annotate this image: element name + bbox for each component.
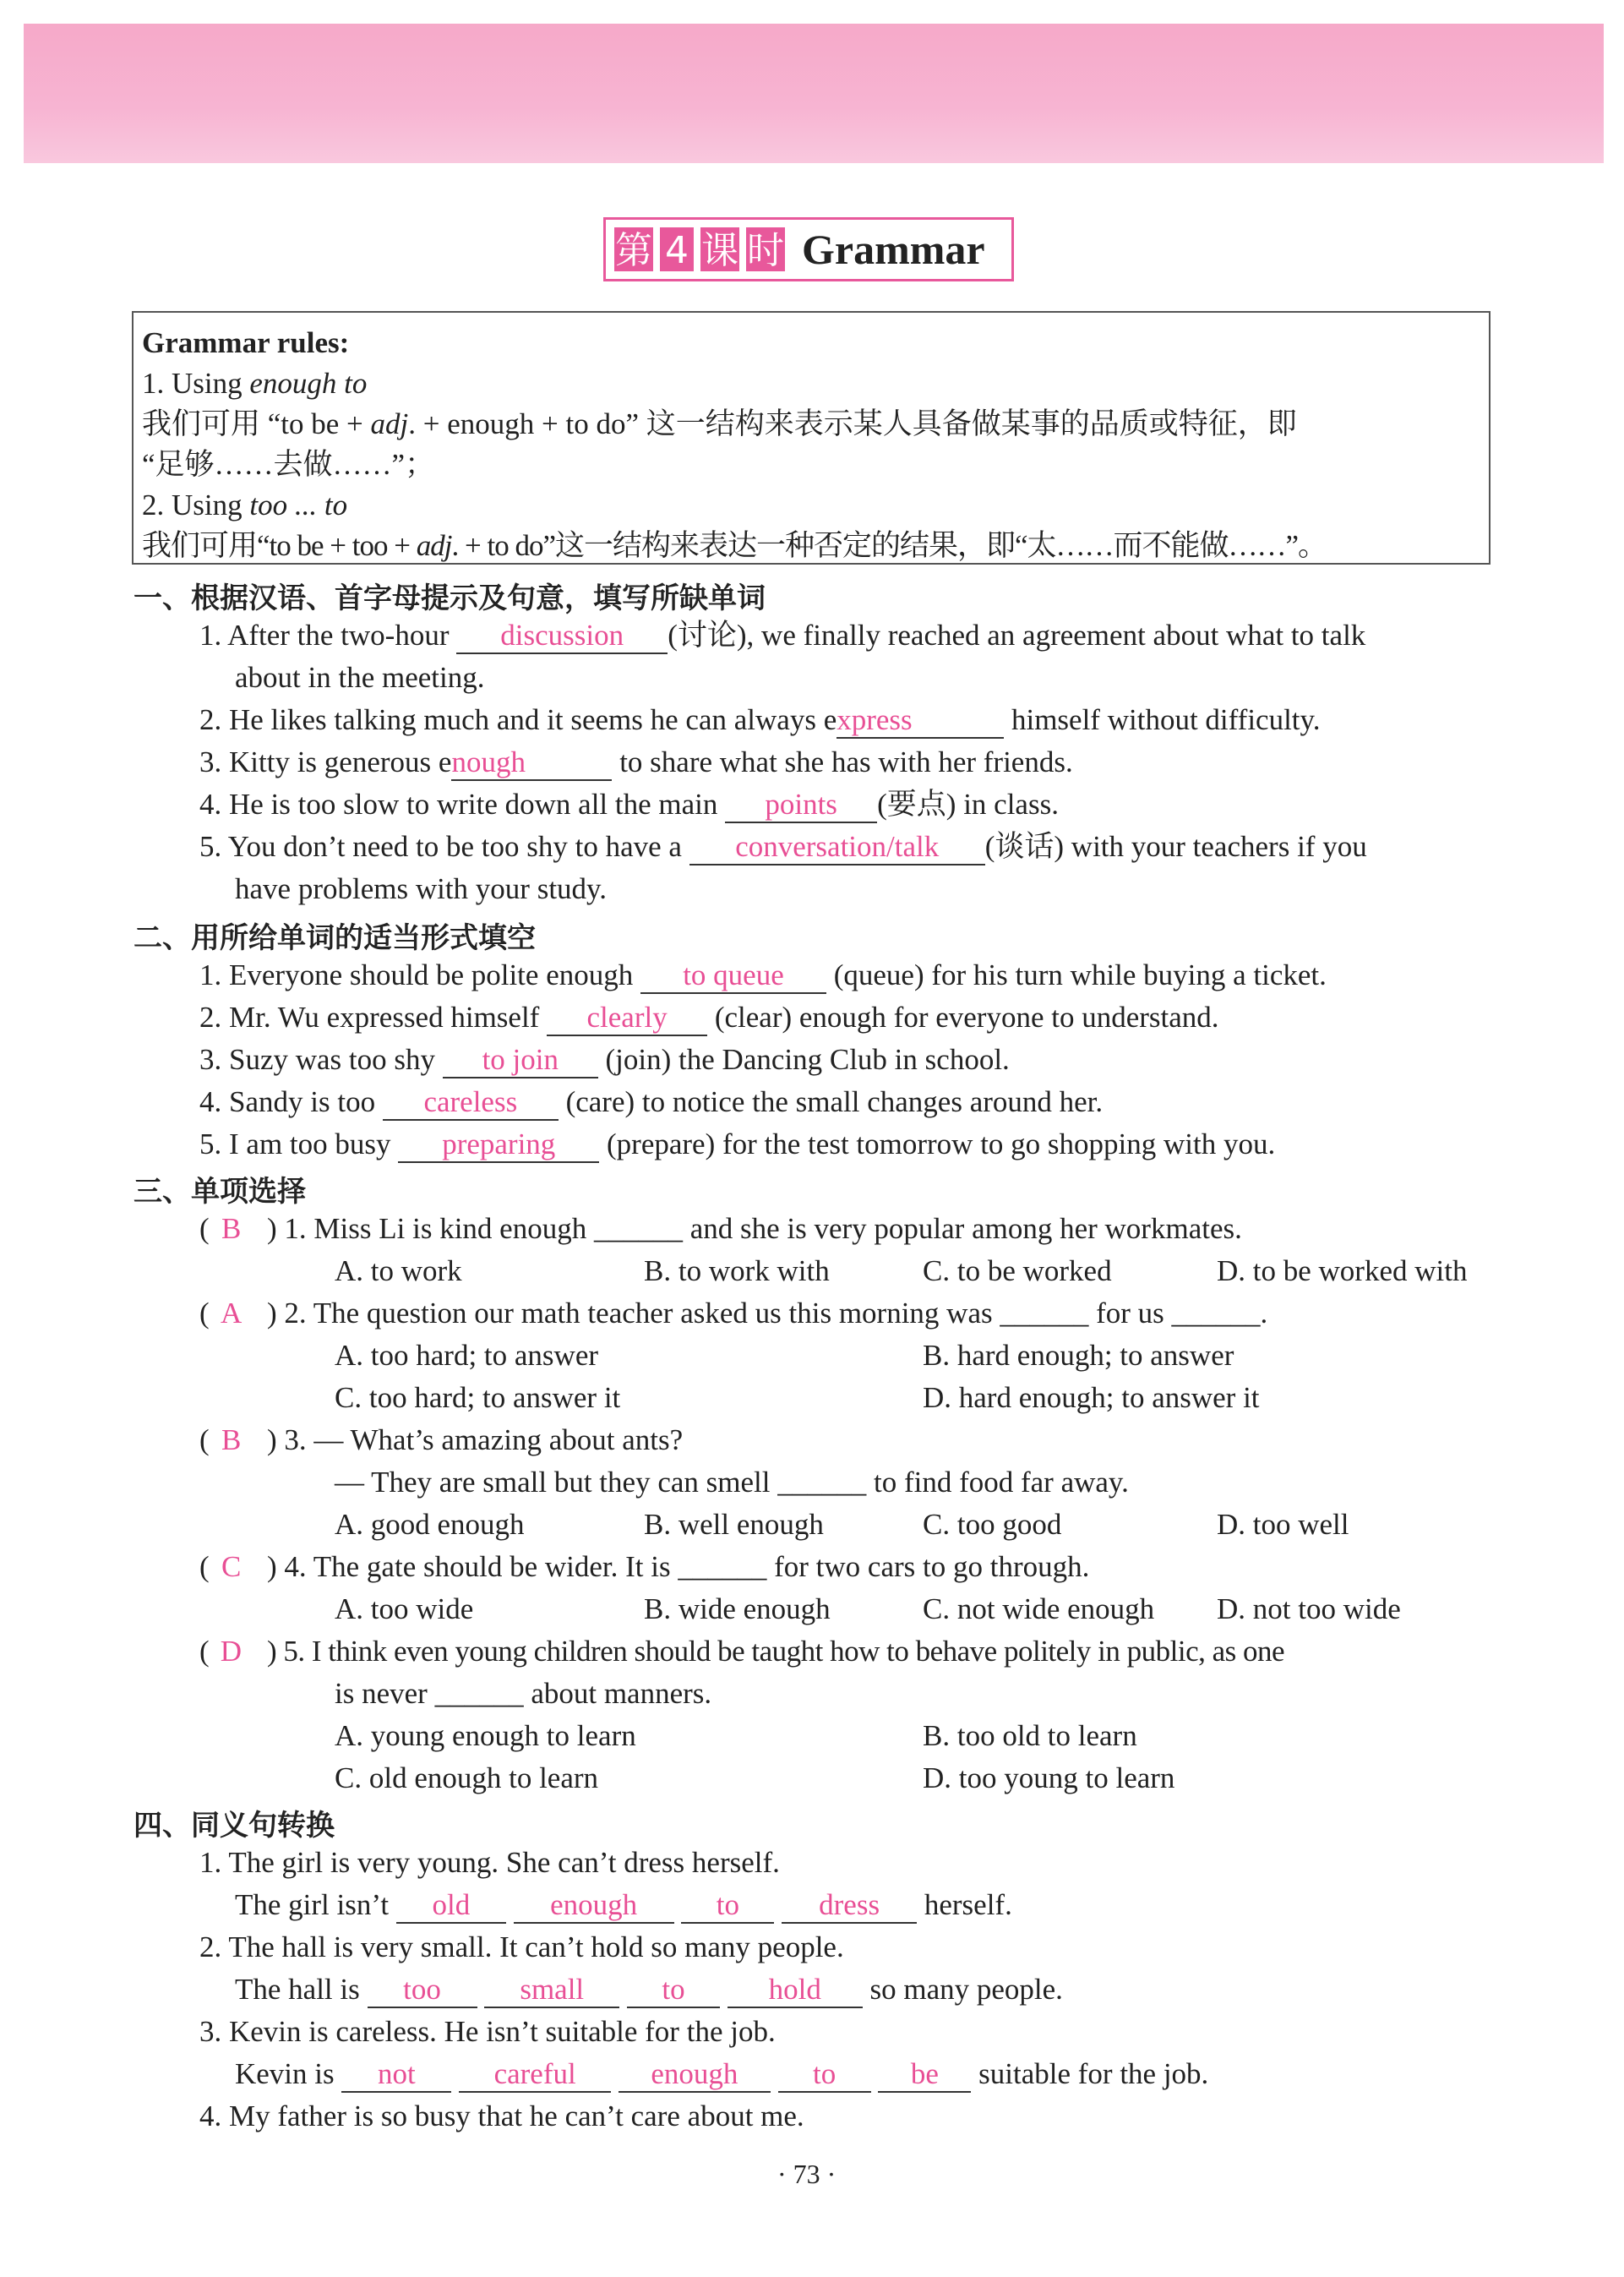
s3-q3-reply: — They are small but they can smell ______ to find food far away. <box>335 1466 1129 1499</box>
s3-q3-option-b: B. well enough <box>644 1508 824 1541</box>
s3-q3: ( B ) 3. — What’s amazing about ants? <box>199 1420 683 1461</box>
s4-q2-answer-2: small <box>484 1973 619 2008</box>
s3-q3-answer: B <box>221 1423 242 1456</box>
s4-q4: 4. My father is so busy that he can’t care about me. <box>199 2100 804 2132</box>
rules-heading: Grammar rules: <box>142 326 350 359</box>
s1-q2-answer: xpress <box>837 703 1004 739</box>
s2-q2-answer: clearly <box>547 1001 707 1036</box>
s1-q5: 5. You don’t need to be too shy to have a conversation/talk (谈话) with your teachers if you <box>199 827 1367 867</box>
title-text: Grammar <box>802 226 985 273</box>
s4-q3: 3. Kevin is careless. He isn’t suitable for the job. <box>199 2015 776 2048</box>
s1-q3-answer: nough <box>451 745 612 781</box>
s2-q4-answer: careless <box>383 1085 559 1121</box>
s3-q1-option-d: D. to be worked with <box>1217 1254 1468 1287</box>
s3-q5-option-c: C. old enough to learn <box>335 1761 599 1794</box>
s1-q1: 1. After the two-hour discussion (讨论), we finally reached an agreement about what to talk <box>199 615 1365 656</box>
s3-q2-option-a: A. too hard; to answer <box>335 1339 599 1372</box>
s1-q5-answer: conversation/talk <box>689 830 985 865</box>
s4-q3-answer-3: enough <box>619 2057 771 2093</box>
s1-q4: 4. He is too slow to write down all the main points (要点) in class. <box>199 784 1059 825</box>
s2-q1: 1. Everyone should be polite enough to queue (queue) for his turn while buying a ticket. <box>199 955 1327 996</box>
s2-q5-answer: preparing <box>398 1128 599 1163</box>
s4-q2-answer-3: to <box>627 1973 720 2008</box>
s4-q3-rewrite: Kevin is not careful enough to be suitable for the job. <box>235 2054 1208 2094</box>
section-4-heading: 四、同义句转换 <box>134 1809 335 1843</box>
s3-q1-answer: B <box>221 1212 242 1245</box>
rule-1-line-2: “足够……去做……”； <box>142 448 435 481</box>
s3-q1-option-a: A. to work <box>335 1254 462 1287</box>
title-char-1: 第 <box>613 226 655 273</box>
s1-q1-answer: discussion <box>456 619 668 654</box>
s3-q5-option-a: A. young enough to learn <box>335 1719 636 1752</box>
s3-q2-option-d: D. hard enough; to answer it <box>923 1381 1260 1414</box>
s4-q1-answer-3: to <box>681 1888 774 1924</box>
s3-q3-option-d: D. too well <box>1217 1508 1349 1541</box>
s3-q3-option-a: A. good enough <box>335 1508 525 1541</box>
grammar-rules-box <box>132 311 1490 565</box>
s1-q3: 3. Kitty is generous enough to share what she has with her friends. <box>199 742 1073 783</box>
title-char-3: 课 <box>699 226 741 273</box>
section-1-heading: 一、根据汉语、首字母提示及句意，填写所缺单词 <box>134 582 766 615</box>
s4-q3-answer-4: to <box>778 2057 871 2093</box>
s2-q1-answer: to queue <box>640 958 826 994</box>
rule-2-title: 2. Using too ... to <box>142 489 348 521</box>
s4-q2-rewrite: The hall is too small to hold so many people. <box>235 1969 1063 2010</box>
s3-q1-option-c: C. to be worked <box>923 1254 1112 1287</box>
s1-q1-cont: about in the meeting. <box>235 661 485 694</box>
title-char-4: 时 <box>744 226 787 273</box>
s3-q4-option-d: D. not too wide <box>1217 1592 1401 1625</box>
s3-q3-option-c: C. too good <box>923 1508 1062 1541</box>
s4-q1-rewrite: The girl isn’t old enough to dress herself. <box>235 1885 1012 1925</box>
rule-1-title: 1. Using enough to <box>142 367 368 400</box>
s3-q5-option-d: D. too young to learn <box>923 1761 1175 1794</box>
s2-q3: 3. Suzy was too shy to join (join) the Dancing Club in school. <box>199 1040 1010 1080</box>
s3-q5: ( D ) 5. I think even young children should be taught how to behave politely in public, as one <box>199 1631 1284 1672</box>
s2-q5: 5. I am too busy preparing (prepare) for the test tomorrow to go shopping with you. <box>199 1124 1275 1165</box>
lesson-title <box>603 217 1014 281</box>
title-char-2: 4 <box>658 226 695 273</box>
rule-2-line-1: 我们可用“to be + too + adj. + to do”这一结构来表达一种否定的结果，即“太……而不能做……”。 <box>142 529 1327 562</box>
s1-q4-answer: points <box>725 788 877 823</box>
s3-q5-answer: D <box>220 1635 242 1668</box>
s2-q4: 4. Sandy is too careless (care) to notice the small changes around her. <box>199 1082 1103 1122</box>
s4-q1: 1. The girl is very young. She can’t dress herself. <box>199 1846 780 1879</box>
s4-q3-answer-1: not <box>341 2057 451 2093</box>
s3-q2-option-b: B. hard enough; to answer <box>923 1339 1234 1372</box>
s3-q4-option-a: A. too wide <box>335 1592 474 1625</box>
page-number: · 73 · <box>777 2159 837 2189</box>
s4-q3-answer-5: be <box>878 2057 971 2093</box>
s3-q1: ( B ) 1. Miss Li is kind enough ______ and she is very popular among her workmates. <box>199 1209 1242 1249</box>
s3-q4-answer: C <box>221 1550 242 1583</box>
s4-q3-answer-2: careful <box>459 2057 611 2093</box>
section-3-heading: 三、单项选择 <box>134 1175 306 1209</box>
s3-q5-option-b: B. too old to learn <box>923 1719 1137 1752</box>
s1-q5-cont: have problems with your study. <box>235 872 608 905</box>
s4-q1-answer-2: enough <box>514 1888 674 1924</box>
s3-q2-option-c: C. too hard; to answer it <box>335 1381 621 1414</box>
s2-q3-answer: to join <box>443 1043 598 1078</box>
s4-q2: 2. The hall is very small. It can’t hold so many people. <box>199 1930 844 1963</box>
s3-q5-cont: is never ______ about manners. <box>335 1677 712 1710</box>
s1-q2: 2. He likes talking much and it seems he can always express himself without difficulty. <box>199 700 1321 740</box>
s4-q1-answer-1: old <box>396 1888 506 1924</box>
s3-q4-option-c: C. not wide enough <box>923 1592 1155 1625</box>
s4-q2-answer-4: hold <box>728 1973 863 2008</box>
s3-q2: ( A ) 2. The question our math teacher asked us this morning was ______ for us ______. <box>199 1293 1267 1334</box>
s3-q4-option-b: B. wide enough <box>644 1592 831 1625</box>
s3-q4: ( C ) 4. The gate should be wider. It is ______ for two cars to go through. <box>199 1547 1089 1587</box>
s4-q1-answer-4: dress <box>782 1888 917 1924</box>
s3-q1-option-b: B. to work with <box>644 1254 830 1287</box>
rule-1-line-1: 我们可用 “to be + adj. + enough + to do” 这一结构来表示某人具备做某事的品质或特征，即 <box>142 407 1297 440</box>
s4-q2-answer-1: too <box>368 1973 477 2008</box>
header-band <box>24 24 1604 163</box>
s3-q2-answer: A <box>221 1297 243 1330</box>
s2-q2: 2. Mr. Wu expressed himself clearly (clear) enough for everyone to understand. <box>199 997 1219 1038</box>
section-2-heading: 二、用所给单词的适当形式填空 <box>134 921 536 955</box>
